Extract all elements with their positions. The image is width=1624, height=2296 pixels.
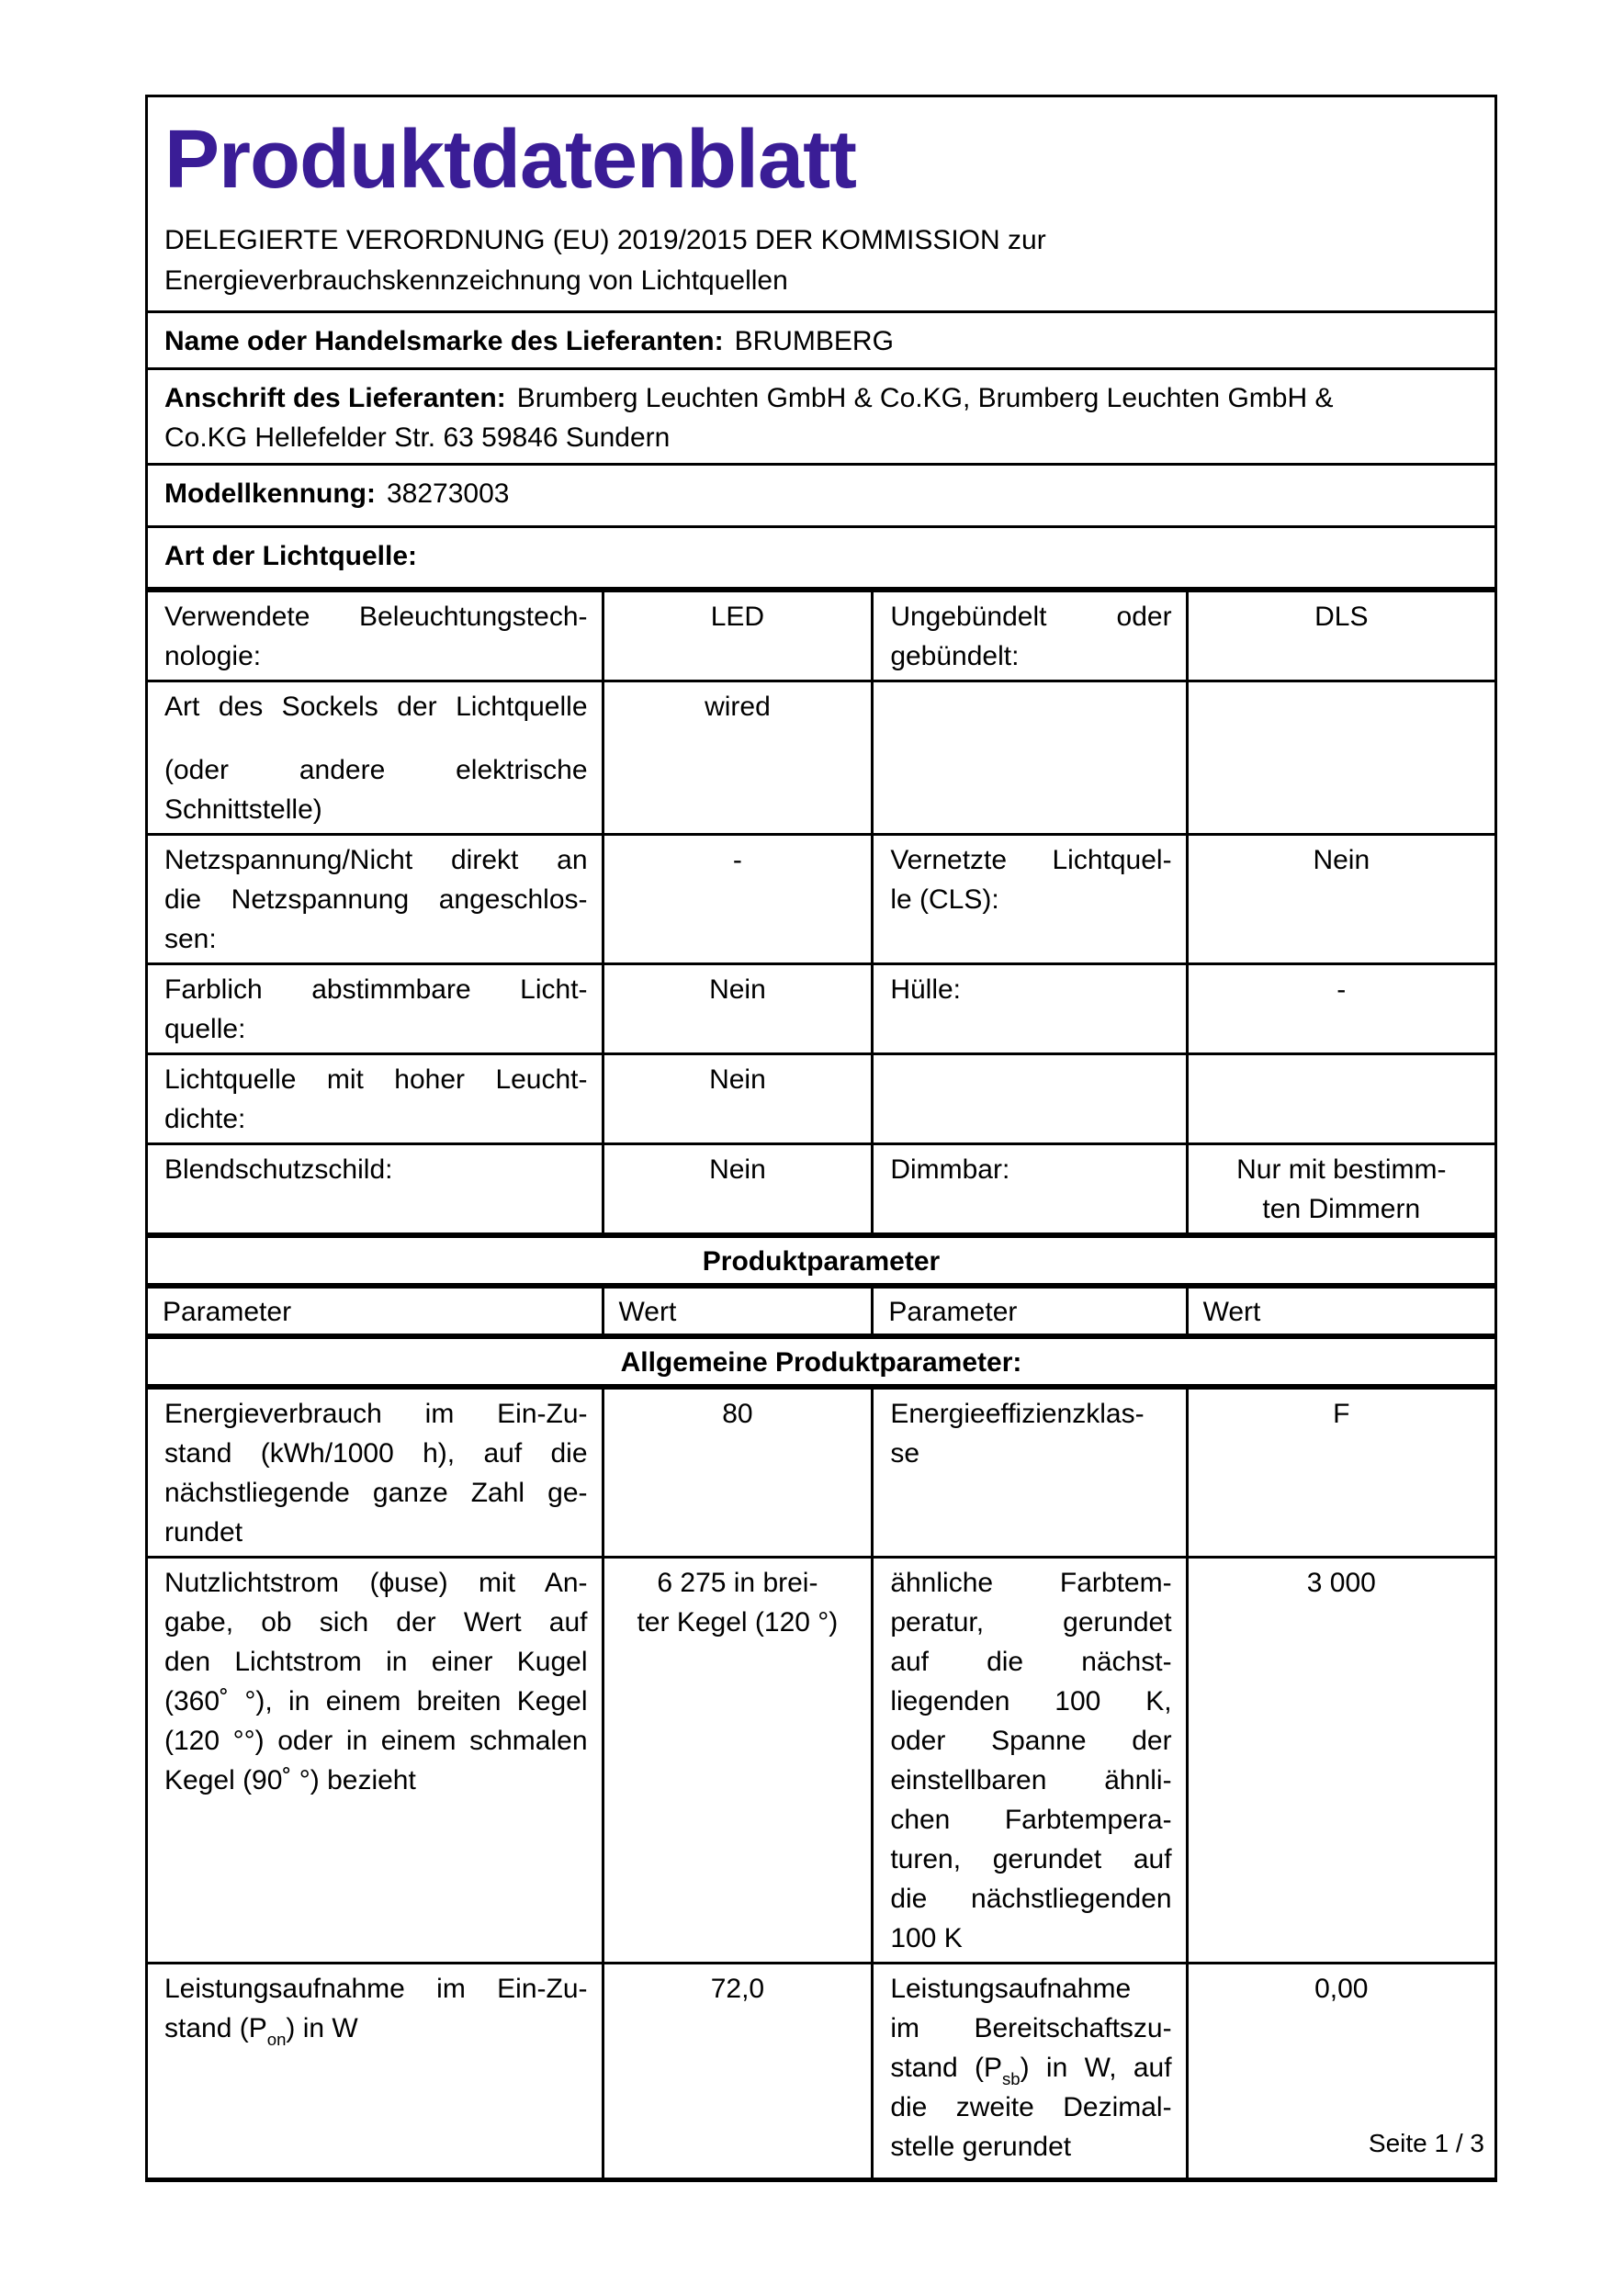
param-power-standby-line4: die zweite Dezimal- xyxy=(890,2091,1172,2122)
subsection-title: Allgemeine Produktparameter: xyxy=(147,1336,1496,1387)
param-energy-consumption: Energieverbrauch im Ein-Zu- stand (kWh/1000 h), auf die nächstliegende ganze Zahl ge- rundet xyxy=(147,1387,603,1558)
param-cls: Vernetzte Lichtquel- le (CLS): xyxy=(873,834,1187,963)
value-cls: Nein xyxy=(1187,834,1495,963)
page-subtitle: DELEGIERTE VERORDNUNG (EU) 2019/2015 DER KOMMISSION zur Energieverbrauchskennzeichnung von Lichtquellen xyxy=(164,225,1046,296)
table-row xyxy=(147,1557,1496,1963)
value-socket: wired xyxy=(603,681,873,834)
supplier-address-value: Brumberg Leuchten GmbH & Co.KG, Brumberg Leuchten GmbH & Co.KG Hellefelder Str. 63 59846 Sundern xyxy=(164,383,1334,453)
column-header-wert-2: Wert xyxy=(1187,1286,1495,1336)
table-row xyxy=(147,590,1496,681)
model-id-value: 38273003 xyxy=(386,478,510,509)
param-high-luminance: Lichtquelle mit hoher Leucht- dichte: xyxy=(147,1053,603,1143)
value-useful-flux: 6 275 in brei- ter Kegel (120 °) xyxy=(603,1557,873,1963)
value-beam: DLS xyxy=(1187,590,1495,681)
param-dimmable: Dimmbar: xyxy=(873,1143,1187,1235)
subsection-title-row xyxy=(147,1336,1496,1387)
page-number: Seite 1 / 3 xyxy=(1368,2129,1484,2157)
param-power-standby-line3: stand $(P_{sb})$ in W, auf xyxy=(890,2052,1172,2088)
supplier-address-label: Anschrift des Lieferanten: xyxy=(164,383,506,413)
light-source-type-row xyxy=(147,527,1496,590)
datasheet-table xyxy=(145,95,1497,2182)
model-id-label: Modellkennung: xyxy=(164,478,376,509)
param-power-standby-line1: Leistungsaufnahme xyxy=(890,1973,1132,2004)
column-header-wert-1: Wert xyxy=(603,1286,873,1336)
light-source-type-label: Art der Lichtquelle: xyxy=(164,541,418,571)
table-row xyxy=(147,963,1496,1053)
param-socket: Art des Sockels der Lichtquelle (oder andere elektrische Schnittstelle) xyxy=(147,681,603,834)
param-power-on-line1: Leistungsaufnahme im Ein-Zu- xyxy=(164,1973,588,2004)
value-dimmable: Nur mit bestimm- ten Dimmern xyxy=(1187,1143,1495,1235)
param-color-temperature: ähnliche Farbtem- peratur, gerundet auf die nächst- liegenden 100 K, oder Spanne der einstellbaren ähnli- chen Farbtempera- turen, gerundet auf die nächstliegenden 100 K xyxy=(873,1557,1187,1963)
value-color-tunable: Nein xyxy=(603,963,873,1053)
model-id-row xyxy=(147,465,1496,527)
column-header-row xyxy=(147,1286,1496,1336)
param-technology: Verwendete Beleuchtungstech- nologie: xyxy=(147,590,603,681)
supplier-address-row xyxy=(147,369,1496,465)
param-color-tunable: Farblich abstimmbare Licht- quelle: xyxy=(147,963,603,1053)
param-useful-flux: Nutzlichtstrom (ϕuse) mit An- gabe, ob sich der Wert auf den Lichtstrom in einer Kugel (360˚ °), in einem breiten Kegel (120 °°) oder in einem schmalen Kegel (90˚ °) bezieht xyxy=(147,1557,603,1963)
value-high-luminance: Nein xyxy=(603,1053,873,1143)
table-row xyxy=(147,1053,1496,1143)
table-row xyxy=(147,834,1496,963)
section-title: Produktparameter xyxy=(147,1235,1496,1286)
param-power-standby-line2: im Bereitschaftszu- xyxy=(890,2012,1172,2043)
table-row xyxy=(147,1387,1496,1558)
value-power-on: 72,0 xyxy=(603,1963,873,2179)
value-empty xyxy=(1187,1053,1495,1143)
value-empty xyxy=(1187,681,1495,834)
value-power-standby: 0,00 xyxy=(1187,1963,1495,2179)
column-header-parameter-2: Parameter xyxy=(873,1286,1187,1336)
table-row xyxy=(147,681,1496,834)
value-mains: - xyxy=(603,834,873,963)
param-power-on-line2: stand $(P_{on})$ in W xyxy=(164,2012,358,2049)
value-color-temperature: 3 000 xyxy=(1187,1557,1495,1963)
param-anti-glare: Blendschutzschild: xyxy=(147,1143,603,1235)
value-energy-consumption: 80 xyxy=(603,1387,873,1558)
value-technology: LED xyxy=(603,590,873,681)
param-empty xyxy=(873,681,1187,834)
column-header-parameter-1: Parameter xyxy=(147,1286,603,1336)
datasheet xyxy=(145,95,1497,2182)
param-power-standby-line5: stelle gerundet xyxy=(890,2131,1072,2162)
section-title-row xyxy=(147,1235,1496,1286)
table-row xyxy=(147,1143,1496,1235)
param-mains: Netzspannung/Nicht direkt an die Netzspannung angeschlos- sen: xyxy=(147,834,603,963)
supplier-name-value: BRUMBERG xyxy=(734,326,894,356)
supplier-name-label: Name oder Handelsmarke des Lieferanten: xyxy=(164,326,724,356)
page-title: Produktdatenblatt xyxy=(164,114,857,206)
value-energy-class: F xyxy=(1187,1387,1495,1558)
value-envelope: - xyxy=(1187,963,1495,1053)
supplier-name-row xyxy=(147,312,1496,369)
param-envelope: Hülle: xyxy=(873,963,1187,1053)
subscript-on: on xyxy=(266,2029,287,2049)
param-beam: Ungebündelt oder gebündelt: xyxy=(873,590,1187,681)
title-row xyxy=(147,96,1496,312)
param-energy-class: Energieeffizienzklas- se xyxy=(873,1387,1187,1558)
param-empty xyxy=(873,1053,1187,1143)
value-anti-glare: Nein xyxy=(603,1143,873,1235)
subscript-sb: sb xyxy=(1002,2068,1021,2088)
